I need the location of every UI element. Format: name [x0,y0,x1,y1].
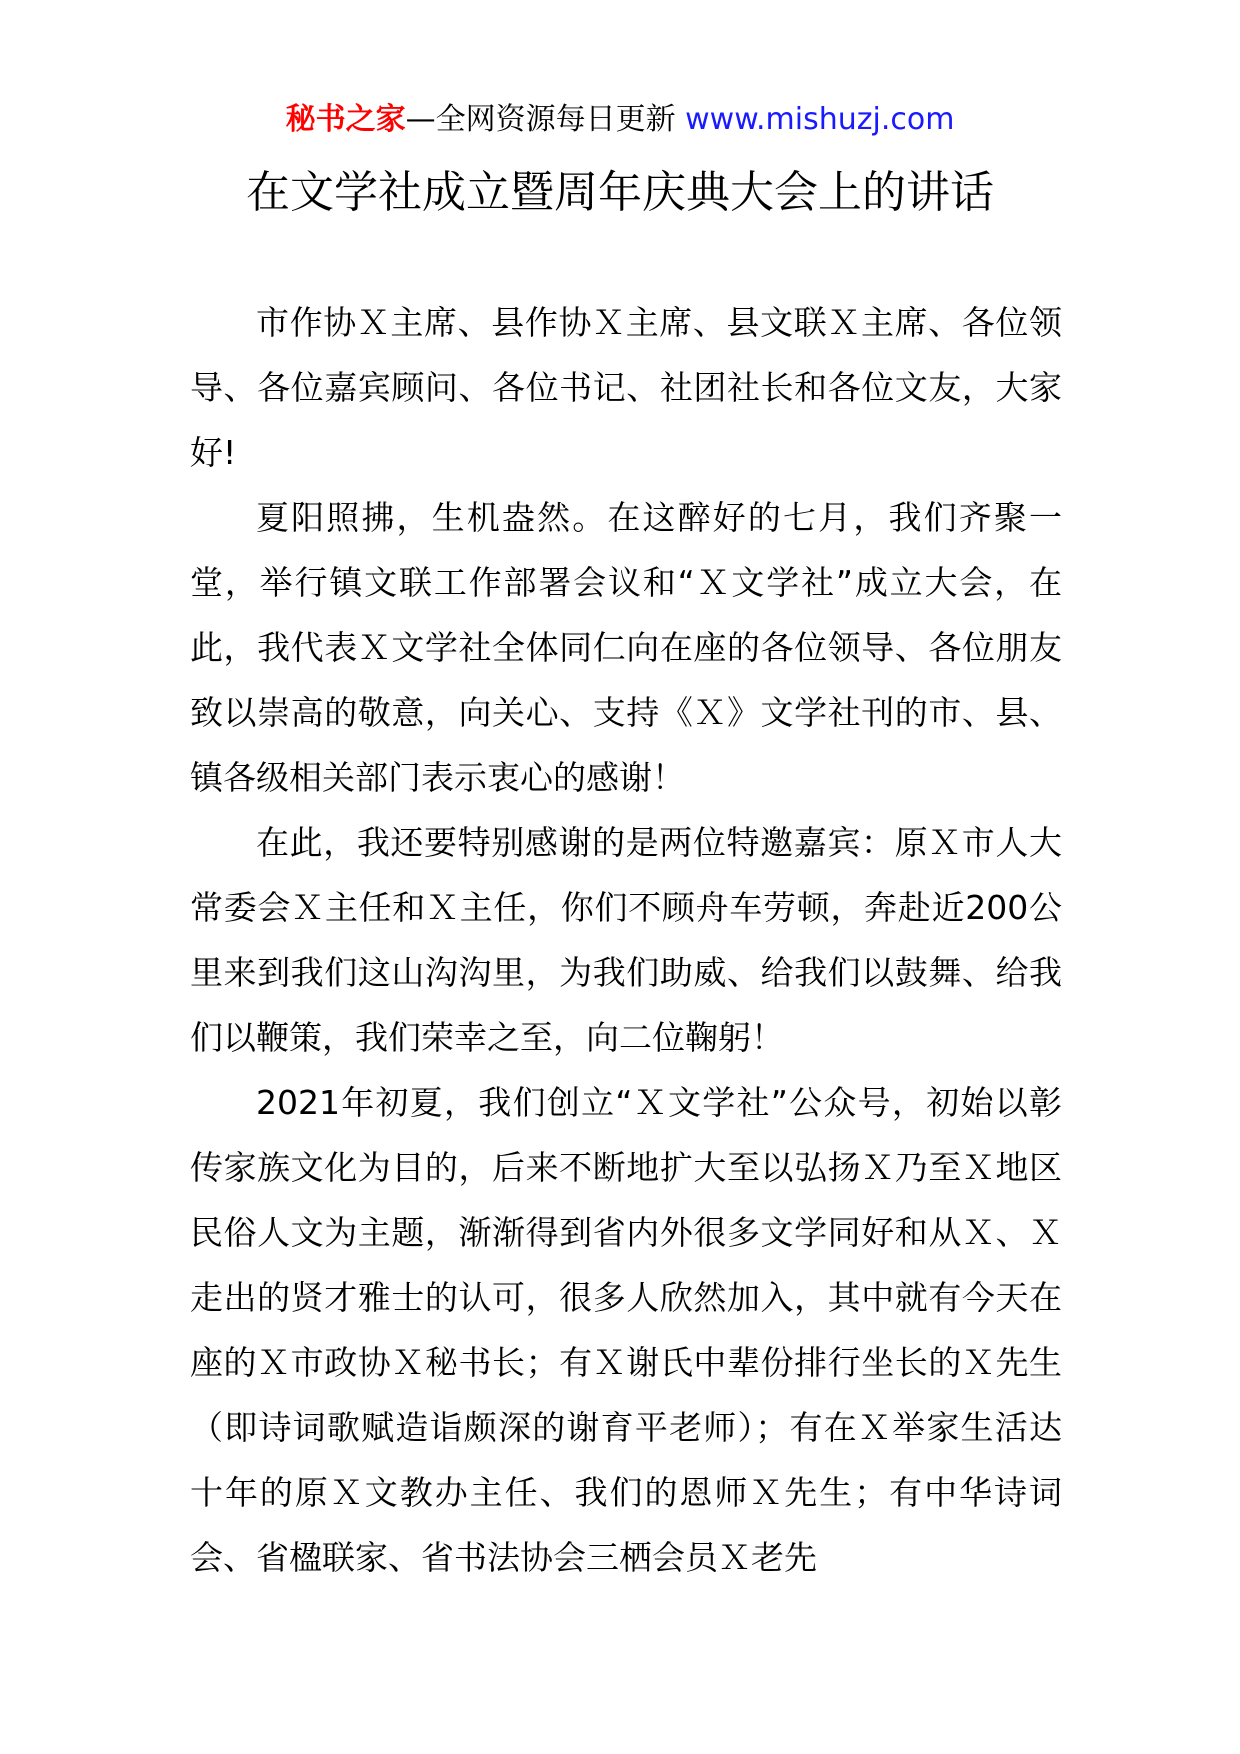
paragraph-thanks-guests: 在此，我还要特别感谢的是两位特邀嘉宾：原Ｘ市人大常委会Ｘ主任和Ｘ主任，你们不顾舟车劳顿，奔赴近200公里来到我们这山沟沟里，为我们助威、给我们以鼓舞、给我们以鞭策，我们荣幸之至，向二位鞠躬！ [190,823,1062,1057]
document-title: 在文学社成立暨周年庆典大会上的讲话 [246,167,994,218]
paragraph-history: 2021年初夏，我们创立“Ｘ文学社”公众号，初始以彰传家族文化为目的，后来不断地扩大至以弘扬Ｘ乃至Ｘ地区民俗人文为主题，渐渐得到省内外很多文学同好和从Ｘ、Ｘ走出的贤才雅士的认可，很多人欣然加入，其中就有今天在座的Ｘ市政协Ｘ秘书长；有Ｘ谢氏中辈份排行坐长的Ｘ先生（即诗词歌赋造诣颇深的谢育平老师）；有在Ｘ举家生活达十年的原Ｘ文教办主任、我们的恩师Ｘ先生；有中华诗词会、省楹联家、省书法协会三栖会员Ｘ老先 [190,1083,1062,1577]
header-tagline: —全网资源每日更新 [405,102,686,137]
site-header [0,100,1240,140]
site-url-link[interactable]: www.mishuzj.com [685,102,955,137]
brand-name: 秘书之家 [285,102,406,137]
document-body [190,290,1062,1590]
paragraph-greeting: 市作协Ｘ主席、县作协Ｘ主席、县文联Ｘ主席、各位领导、各位嘉宾顾问、各位书记、社团社长和各位文友，大家好! [190,303,1062,472]
paragraph-welcome: 夏阳照拂，生机盎然。在这醉好的七月，我们齐聚一堂，举行镇文联工作部署会议和“Ｘ文学社”成立大会，在此，我代表Ｘ文学社全体同仁向在座的各位领导、各位朋友致以崇高的敬意，向关心、支持《Ｘ》文学社刊的市、县、镇各级相关部门表示衷心的感谢！ [190,498,1062,797]
